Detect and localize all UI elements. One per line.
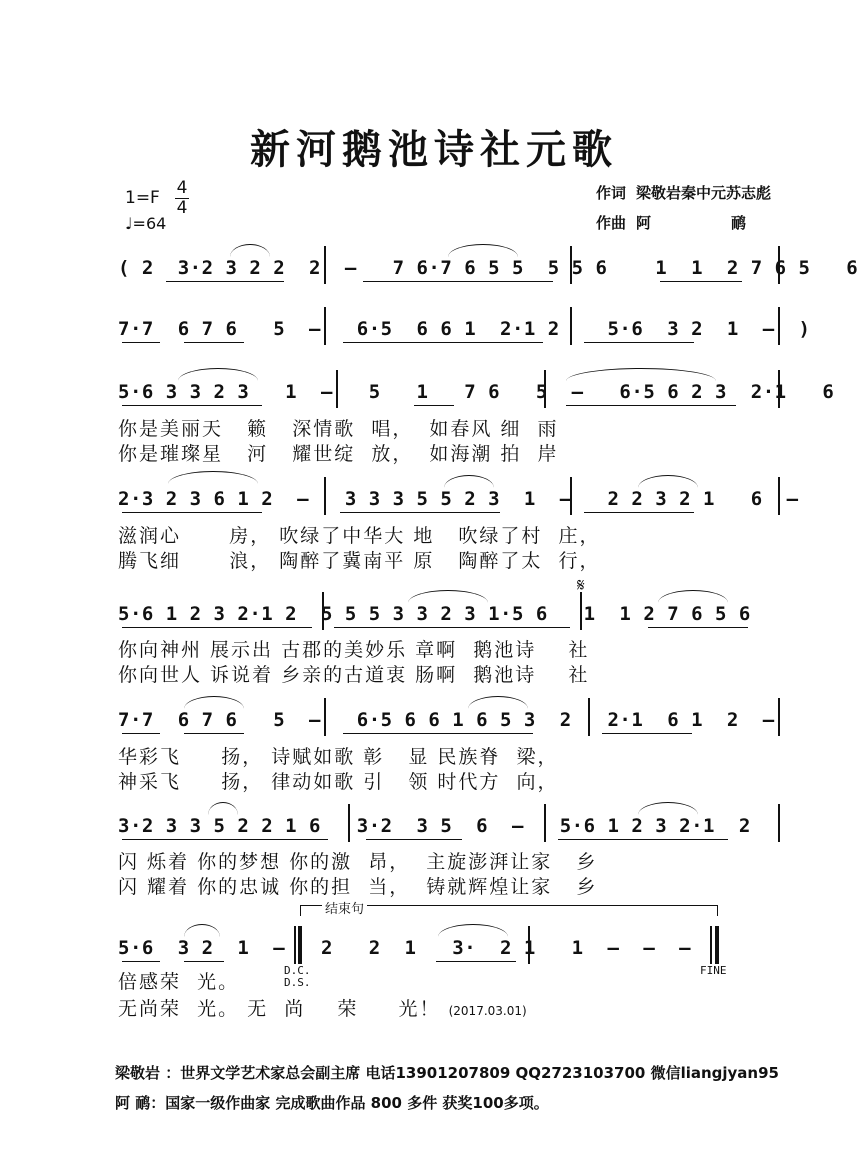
beam: [558, 839, 728, 840]
lyricist-row: [596, 178, 771, 208]
notes-line-2: 7·7 6 7 6 5 – 6·5 6 6 1 2·1 2 5·6 3 2 1 – ): [118, 318, 811, 340]
barline: [778, 370, 780, 408]
barline: [710, 926, 712, 964]
barline: [336, 370, 338, 408]
score-line-5: [118, 600, 783, 636]
beam: [414, 405, 454, 406]
time-top: 4: [176, 178, 188, 198]
slur: [208, 802, 238, 815]
footer-line-2: 阿 鸸：国家一级作曲家 完成歌曲作品 800 多件 获奖100多项。: [115, 1094, 549, 1112]
beam: [122, 512, 262, 513]
slur: [566, 368, 716, 381]
notes-line-5: 5·6 1 2 3 2·1 2 5 5 5 3 3 2 3 1·5 6 1 1 2 7 6 5 6: [118, 603, 751, 625]
barline: [348, 804, 350, 842]
beam: [122, 961, 160, 962]
notes-line-8: 5·6 3 2 1 – 2 2 1 3· 2 1 1 – – –: [118, 937, 692, 959]
beam: [122, 342, 160, 343]
credits: [596, 178, 771, 238]
slur: [638, 802, 698, 815]
beam: [660, 281, 742, 282]
beam: [436, 961, 516, 962]
beam: [122, 627, 312, 628]
notes-line-4: 2·3 2 3 6 1 2 – 3 3 3 5 5 2 3 1 – 2 2 3 2 1 6 –: [118, 488, 799, 510]
slur: [178, 368, 258, 381]
notes-line-1: ( 2 3·2 3 2 2 2 – 7 6·7 6 5 5 5 5 6 1 1 2 7 6 5 6: [118, 257, 859, 279]
barline: [322, 592, 324, 630]
date-note: (2017.03.01): [448, 1004, 527, 1018]
barline: [778, 804, 780, 842]
dc-marker: D.C.: [284, 964, 311, 977]
composer-row: [596, 208, 771, 238]
lyric-line-8b-text: 无尚荣 光。 无 尚 荣 光！: [118, 998, 441, 1020]
score-line-3: [118, 378, 835, 414]
time-signature: [175, 180, 189, 217]
time-bottom: 4: [176, 198, 188, 218]
slur: [658, 590, 728, 603]
beam: [343, 733, 533, 734]
final-barline: [715, 926, 719, 964]
beam: [566, 405, 736, 406]
footer-info: [115, 1058, 779, 1118]
beam: [184, 733, 244, 734]
lyric-line-6a: 华彩飞 扬， 诗赋如歌 彰 显 民族脊 梁，: [118, 746, 559, 768]
beam: [334, 627, 570, 628]
barline: [528, 926, 530, 964]
key-label: 1=F: [125, 188, 160, 208]
lyric-line-7b: 闪 耀着 你的忠诚 你的担 当， 铸就辉煌让家 乡: [118, 876, 598, 898]
slur: [448, 244, 518, 257]
notes-line-6: 7·7 6 7 6 5 – 6·5 6 6 1 6 5 3 2 2·1 6 1 2 –: [118, 709, 775, 731]
score-line-6: [118, 706, 783, 742]
barline: [324, 307, 326, 345]
lyric-line-5b: 你向世人 诉说着 乡亲的古道衷 肠啊 鹅池诗 社: [118, 664, 590, 686]
beam: [340, 512, 500, 513]
beam: [584, 512, 694, 513]
slur: [230, 244, 270, 257]
lyric-line-4b: 腾飞细 浪， 陶醉了冀南平 原 陶醉了太 行，: [118, 550, 601, 572]
lyric-line-3b: 你是璀璨星 河 耀世绽 放， 如海潮 拍 岸: [118, 443, 559, 465]
beam: [122, 839, 328, 840]
notes-line-7: 3·2 3 3 5 2 2 1 6 3·2 3 5 6 – 5·6 1 2 3 2·1 2: [118, 815, 751, 837]
lyric-line-4a: 滋润心 房， 吹绿了中华大 地 吹绿了村 庄，: [118, 525, 601, 547]
lyric-line-8a: 倍感荣 光。: [118, 971, 240, 993]
barline: [778, 307, 780, 345]
slur: [444, 475, 494, 488]
barline: [324, 477, 326, 515]
barline: [570, 246, 572, 284]
fine-marker: FINE: [700, 964, 727, 977]
beam: [343, 342, 543, 343]
beam: [584, 342, 694, 343]
barline: [588, 698, 590, 736]
composer-name: [636, 208, 771, 238]
barline: [570, 307, 572, 345]
slur: [438, 924, 508, 937]
lyric-line-3a: 你是美丽天 籁 深情歌 唱， 如春风 细 雨: [118, 418, 559, 440]
notes-line-3: 5·6 3 3 2 3 1 – 5 1 7 6 5 – 6·5 6 2 3 2·1 6: [118, 381, 835, 403]
score-line-7: [118, 812, 783, 848]
slur: [184, 924, 220, 937]
slur: [408, 590, 488, 603]
beam: [648, 627, 748, 628]
lyric-line-7a: 闪 烁着 你的梦想 你的激 昂， 主旋澎湃让家 乡: [118, 851, 598, 873]
score-line-8: [118, 934, 783, 970]
lyricist-label: 作词: [596, 184, 627, 202]
score-line-1: [118, 254, 859, 290]
barline: [294, 926, 296, 964]
composer-label: 作曲: [596, 214, 627, 232]
lyricist-names: 梁敬岩秦中元苏志彪: [636, 184, 772, 202]
beam: [602, 733, 692, 734]
lyric-line-5a: 你向神州 展示出 古郡的美妙乐 章啊 鹅池诗 社: [118, 639, 590, 661]
barline: [544, 804, 546, 842]
beam: [366, 839, 462, 840]
ds-marker: D.S.: [284, 976, 311, 989]
barline: [324, 698, 326, 736]
barline: [570, 477, 572, 515]
song-title: 新河鹅池诗社元歌: [250, 126, 618, 173]
composer-name-a: 阿: [636, 214, 652, 232]
beam: [122, 405, 262, 406]
barline: [778, 477, 780, 515]
beam: [184, 961, 224, 962]
beam: [166, 281, 284, 282]
score-line-4: [118, 485, 799, 521]
tempo-marking: ♩=64: [125, 214, 167, 233]
slur: [468, 696, 528, 709]
barline: [580, 592, 582, 630]
beam: [122, 733, 160, 734]
lyric-line-6b: 神采飞 扬， 律动如歌 引 领 时代方 向，: [118, 771, 559, 793]
slur: [638, 475, 698, 488]
slur: [168, 471, 258, 484]
beam: [363, 281, 553, 282]
barline: [544, 370, 546, 408]
barline: [778, 246, 780, 284]
ending-label: 结束句: [322, 898, 367, 917]
footer-line-1: 梁敬岩 ：世界文学艺术家总会副主席 电话13901207809 QQ2723103700 微信liangjyan95: [115, 1064, 779, 1082]
barline: [778, 698, 780, 736]
barline: [324, 246, 326, 284]
segno-sign: 𝄋: [577, 575, 585, 596]
score-line-2: [118, 315, 811, 351]
slur: [184, 696, 244, 709]
lyric-line-8b: [118, 997, 783, 1023]
double-barline: [298, 926, 302, 964]
beam: [184, 342, 244, 343]
composer-name-b: 鸸: [731, 214, 747, 232]
